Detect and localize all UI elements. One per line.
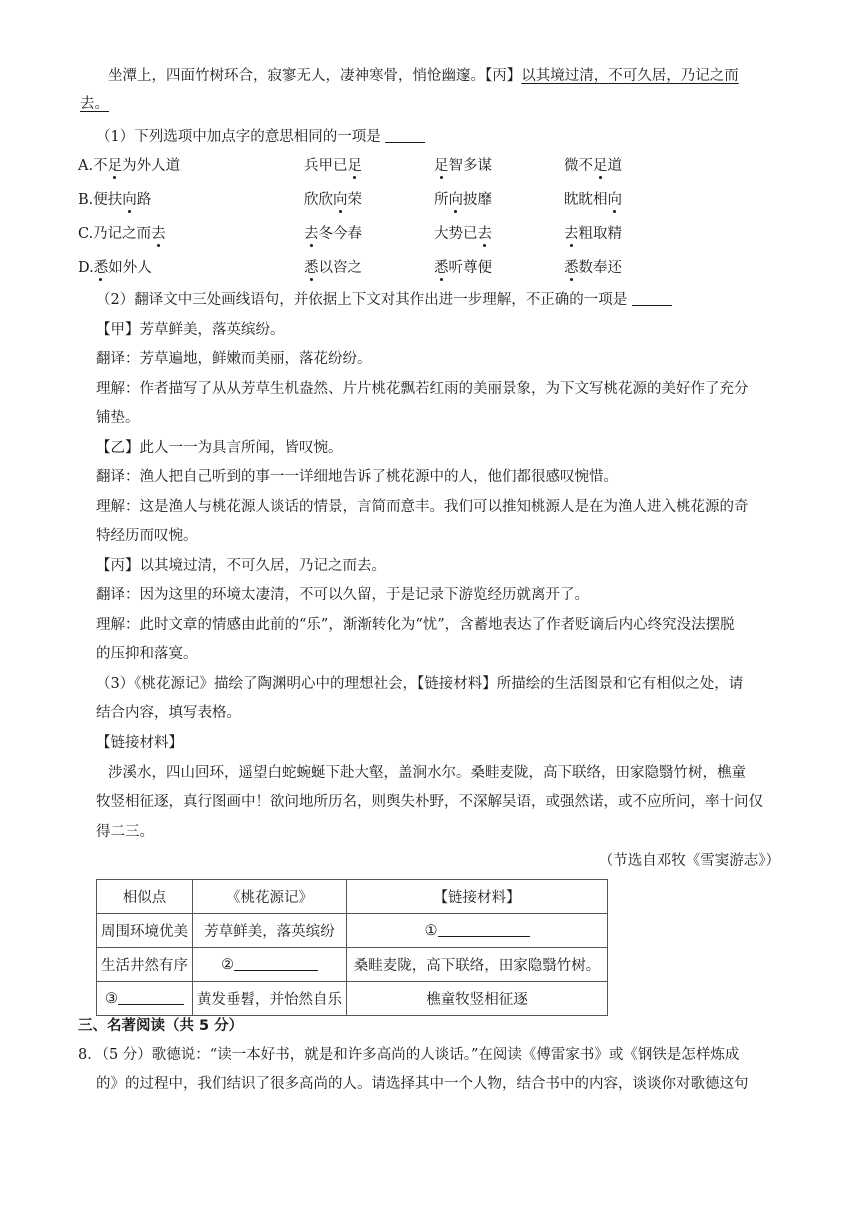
blank-marker: ① [424,923,438,939]
material-line-2: 牧竖相征逐，真行图画中！欲问地所历名，则舆失朴野，不深解吴语，或强然诺，或不应所问，率十问仅 [96,794,763,810]
yi-sentence: 【乙】此人一一为具言所闻，皆叹惋。 [96,440,343,456]
question-2-stem [96,290,672,310]
table-cell: 樵童牧竖相征逐 [347,982,608,1016]
option-b-col2: 欣欣向荣 [304,192,362,208]
bing-translation: 翻译：因为这里的环境太凄清，不可以久留，于是记录下游览经历就离开了。 [96,587,589,603]
question-3-stem-2: 结合内容，填写表格。 [96,705,241,721]
option-b-label: B.便扶向路 [78,192,152,208]
table-cell: 黄发垂髫，并怡然自乐 [193,982,347,1016]
passage-line-2 [80,94,109,114]
table-cell: 生活井然有序 [97,948,193,982]
bing-understanding-1: 理解：此时文章的情感由此前的“乐”，渐渐转化为“忧”，含蓄地表达了作者贬谪后内心终究没法摆脱 [96,617,735,633]
answer-blank[interactable] [234,956,318,971]
jia-understanding-1: 理解：作者描写了从从芳草生机盎然、片片桃花飘若红雨的美丽景象，为下文写桃花源的美好作了充分 [96,381,749,397]
yi-translation: 翻译：渔人把自己听到的事一一详细地告诉了桃花源中的人，他们都很感叹惋惜。 [96,469,618,485]
option-a-label: A.不足为外人道 [78,158,181,174]
table-cell-blank-2[interactable] [193,948,347,982]
question-1-text: （1）下列选项中加点字的意思相同的一项是 [96,129,381,145]
passage-line-1 [108,66,739,86]
answer-blank[interactable] [118,990,184,1005]
material-line-3: 得二三。 [96,824,154,840]
table-cell-blank-1[interactable] [347,914,608,948]
bing-understanding-2: 的压抑和落寞。 [96,646,198,662]
comparison-table [96,879,608,1016]
table-header: 《桃花源记》 [193,880,347,914]
jia-translation: 翻译：芳草遍地，鲜嫩而美丽，落花纷纷。 [96,351,372,367]
table-header: 【链接材料】 [347,880,608,914]
material-title: 【链接材料】 [96,735,183,751]
option-d-label: D.悉如外人 [78,260,152,276]
option-a-col2: 兵甲已足 [304,158,362,174]
option-c-col3: 大势已去 [434,226,492,242]
option-c-col4: 去粗取精 [564,226,622,242]
table-row [97,948,608,982]
table-cell: 周围环境优美 [97,914,193,948]
table-cell: 桑畦麦陇，高下联络，田家隐翳竹树。 [347,948,608,982]
material-source: （节选自邓牧《雪窦游志》） [598,853,780,869]
option-b-col3: 所向披靡 [434,192,492,208]
section-3-title: 三、名著阅读（共 5 分） [78,1018,244,1034]
table-cell: 芳草鲜美，落英缤纷 [193,914,347,948]
jia-sentence: 【甲】芳草鲜美，落英缤纷。 [96,322,285,338]
option-a-col4: 微不足道 [564,158,622,174]
bing-sentence: 【丙】以其境过清，不可久居，乃记之而去。 [96,558,386,574]
material-line-1: 涉溪水，四山回环，遥望白蛇蜿蜒下赴大壑，盖涧水尔。桑畦麦陇，高下联络，田家隐翳竹树，樵童 [108,765,746,781]
option-c-col2: 去冬今春 [304,226,362,242]
table-row [97,914,608,948]
blank-marker: ② [221,957,234,973]
table-header: 相似点 [97,880,193,914]
table-header-row [97,880,608,914]
passage-text: 坐潭上，四面竹树环合，寂寥无人，凄神寒骨，悄怆幽邃。【丙】 [108,68,522,84]
option-b-col4: 眈眈相向 [564,192,622,208]
option-a-col3: 足智多谋 [434,158,492,174]
underlined-sentence-bing-end: 去。 [80,96,109,112]
option-c-label: C.乃记之而去 [78,226,166,242]
answer-blank[interactable] [632,291,672,306]
option-d-col3: 悉听尊便 [434,260,492,276]
question-2-text: （2）翻译文中三处画线语句，并依据上下文对其作出进一步理解，不正确的一项是 [96,292,628,308]
table-row [97,982,608,1016]
question-8-line-1: 8．（5 分）歌德说：“读一本好书，就是和许多高尚的人谈话。”在阅读《傅雷家书》或《钢铁是怎样炼成 [78,1047,740,1063]
blank-marker: ③ [105,991,118,1007]
question-3-stem-1: （3）《桃花源记》描绘了陶渊明心中的理想社会，【链接材料】所描绘的生活图景和它有相似之处，请 [96,676,744,692]
yi-understanding-1: 理解：这是渔人与桃花源人谈话的情景，言简而意丰。我们可以推知桃源人是在为渔人进入桃花源的奇 [96,499,749,515]
answer-blank[interactable] [438,922,530,937]
table-cell-blank-3[interactable] [97,982,193,1016]
answer-blank[interactable] [385,128,425,143]
jia-understanding-2: 铺垫。 [96,410,140,426]
option-d-col2: 悉以咨之 [304,260,362,276]
question-1-stem [96,127,425,147]
option-d-col4: 悉数奉还 [564,260,622,276]
underlined-sentence-bing: 以其境过清，不可久居，乃记之而 [521,68,739,84]
question-8-line-2: 的》的过程中，我们结识了很多高尚的人。请选择其中一个人物，结合书中的内容，谈谈你对歌德这句 [96,1076,749,1092]
yi-understanding-2: 特经历而叹惋。 [96,528,198,544]
